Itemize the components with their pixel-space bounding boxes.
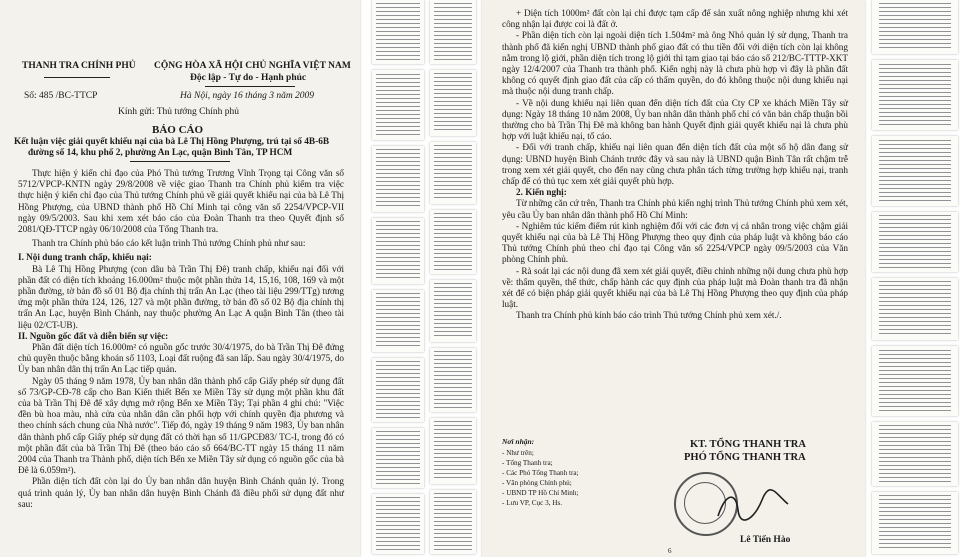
page-thumbnail[interactable] [372, 494, 424, 554]
national-motto: Độc lập - Tự do - Hạnh phúc [190, 73, 307, 83]
signature-title-2: PHÓ TỔNG THANH TRA [684, 452, 806, 463]
recipient-item: - Các Phó Tổng Thanh tra; [502, 469, 579, 477]
report-page-1 [0, 0, 360, 557]
page-thumbnail[interactable] [372, 218, 424, 284]
page-thumbnail[interactable] [430, 348, 476, 412]
intro-paragraph [18, 168, 344, 510]
recipient-item: - Tổng Thanh tra; [502, 459, 553, 467]
bullet-4-text: - Đối với tranh chấp, khiếu nại liên quan đến diện tích đất của một số hộ dân đang sử dụng: UBND huyện Bình Chánh trước đây và sau này là UBND quận Bình Tân rất chậm trễ trong xem xét giải quyết, cho đến nay cũng chưa phân tách từng trường hợp khiếu nại, tranh chấp để có thủ tục xem xét giải quyết phù hợp. [502, 142, 848, 187]
report-title: BÁO CÁO [152, 124, 204, 136]
bullet-2-text: - Phần diện tích còn lại ngoài diện tích 1.504m² mà ông Nhỏ quản lý sử dụng, Thanh tra thành phố đã kiến nghị UBND thành phố giao đất có thu tiền đối với diện tích còn lại không nằm trong lộ giới, phần diện tích trong lộ giới thì tạm giao tại báo cáo số 212/BC-TTTP-XKT ngày 12/4/2007 của Thanh tra thành phố. Kiến nghị này là chưa phù hợp vì đây là phần đất không có quyết định giao đất của cấp có thẩm quyền, do đó không thuộc nội dung khiếu nại mà thuộc nội dung tranh chấp. [502, 30, 848, 97]
signature-title-1: KT. TỔNG THANH TRA [690, 439, 806, 450]
page-thumbnail[interactable] [372, 290, 424, 352]
recommendation-2: - Rà soát lại các nội dung đã xem xét giải quyết, điều chỉnh những nội dung chưa phù hợp về: thẩm quyền, thể thức, chấp hành các quy định của pháp luật mà Đoàn thanh tra đã nhận xét để có biện pháp giải quyết khiếu nại của bà Lê Thị Hồng Phượng theo quy định của pháp luật. [502, 265, 848, 310]
page-thumbnail[interactable] [872, 422, 958, 486]
page-thumbnail[interactable] [430, 142, 476, 204]
document-number: Số: 485 /BC-TTCP [24, 91, 98, 101]
signer-name: Lê Tiến Hào [740, 535, 791, 545]
section-heading-2: II. Nguồn gốc đất và diễn biến sự việc: [18, 330, 169, 341]
recipient-item: - Lưu VP, Cục 3, Hs. [502, 499, 563, 507]
page-thumbnail[interactable] [872, 136, 958, 206]
section-2c-text: Phần diện tích đất còn lại do Ủy ban nhân dân huyện Bình Chánh quản lý. Trong quá trình quản lý, Ủy ban nhân dân huyện Bình Chánh đã điều phối sử dụng đất như sau: [18, 476, 344, 509]
subtitle-underline [130, 161, 230, 162]
report-subtitle-1: Kết luận việc giải quyết khiếu nại của bà Lê Thị Hồng Phượng, trú tại số 4B-6B [14, 137, 330, 147]
page-thumbnail[interactable] [872, 492, 958, 554]
page-thumbnail[interactable] [372, 70, 424, 140]
issuing-agency: THANH TRA CHÍNH PHỦ [22, 61, 136, 71]
motto-underline [205, 86, 295, 87]
recipients-label: Nơi nhận: [502, 437, 535, 446]
section-2b-text: Ngày 05 tháng 9 năm 1978, Ủy ban nhân dân thành phố cấp Giấy phép sử dụng đất số 73/GP-CĐ-78 cấp cho Ban Kiến thiết Bến xe Miền Tây sử dụng một phần khu đất của bà Trần Thị Đê để xây dựng mở rộng Bến xe Miền Tây; Tại phần 4 ghi chú: "Việc đền bù hoa màu, nhà cửa của nhân dân cần phối hợp với chính quyền địa phương và theo chính sách chung của Nhà nước". Tiếp đó, ngày 19 tháng 9 năm 1983, Ủy ban nhân dân thành phố cấp Giấy phép sử dụng đất có thời hạn số 11/GPCĐ83/ TC-I, trong đó có một phần đất của bà Trần Thị Đê (theo báo cáo số 664/BC-TT ngày 15 tháng 11 năm 2004 của Thanh tra Thành phố, diện tích Bến xe Miền Tây sử dụng có nguồn gốc của bà Đê là 6.059m²). [18, 375, 344, 476]
page-number: 6 [668, 547, 672, 555]
recommendation-1: - Nghiêm túc kiểm điểm rút kinh nghiệm đối với các đơn vị cá nhân trong việc chậm giải quyết khiếu nại của bà Lê Thị Hồng Phượng theo quy định của pháp luật và không báo cáo Thủ tướng Chính phủ theo chỉ đạo tại Công văn số 2254/VPCP ngày 09/5/2003 của Văn phòng Chính phủ. [502, 220, 848, 265]
page-thumbnail[interactable] [872, 346, 958, 416]
page-thumbnail[interactable] [430, 280, 476, 342]
recommendation-heading: 2. Kiến nghị: [516, 187, 567, 198]
page-thumbnail[interactable] [372, 146, 424, 212]
page-thumbnail[interactable] [372, 428, 424, 488]
page-thumbnail[interactable] [430, 210, 476, 274]
bullet-1-text: + Diện tích 1000m² đất còn lại chỉ được tạm cấp để sản xuất nông nghiệp nhưng khi xét công nhận lại được coi là đất ở. [502, 8, 848, 30]
report-subtitle-2: đường số 14, khu phố 2, phường An Lạc, quận Bình Tân, TP HCM [28, 148, 293, 158]
page-thumbnail[interactable] [872, 278, 958, 340]
recipient-item: - Văn phòng Chính phủ; [502, 479, 572, 487]
recipient-line: Kính gửi: Thủ tướng Chính phủ [118, 107, 239, 117]
section-2a-text: Phần đất diện tích 16.000m² có nguồn gốc trước 30/4/1975, do bà Trần Thị Đê đứng chủ quyền thuộc bằng khoán số 1103, Loại đất ruộng đã san lấp. Sau ngày 30/4/1975, do Ủy ban nhân dân thị trấn An Lạc tiếp quản. [18, 342, 345, 375]
agency-underline [44, 77, 110, 78]
recommendation-intro: Từ những căn cứ trên, Thanh tra Chính phủ kiến nghị trình Thủ tướng Chính phủ xem xét, yêu cầu Ủy ban nhân dân thành phố Hồ Chí Minh: [502, 198, 848, 220]
report-line: Thanh tra Chính phủ báo cáo kết luận trình Thủ tướng Chính phủ như sau: [32, 238, 306, 249]
page-thumbnail[interactable] [430, 418, 476, 484]
page-6-body [502, 8, 848, 322]
page-thumbnail[interactable] [372, 358, 424, 422]
section-1-text: Bà Lê Thị Hồng Phượng (con dâu bà Trần Thị Đê) tranh chấp, khiếu nại đối với phần đất có diện tích khoảng 16.000m² thuộc một phần thửa 14, 15,16, 108, 169 và một phần đường, tờ bản đồ số 01 Bộ địa chính thị trấn An Lạc (theo tài liệu 299/TTg) tương ứng một phần thửa 124, 126, 127 và một phần đường, tờ bản đồ số 02 Bộ địa chính thị trấn An Lạc, huyện Bình Chánh, nay thuộc phường An Lạc A quận Bình Tân (theo tài liệu 02/CT-UB). [18, 263, 344, 330]
page-thumbnail[interactable] [872, 212, 958, 272]
page-thumbnail[interactable] [430, 0, 476, 64]
intro-text: Thực hiện ý kiến chỉ đạo của Phó Thủ tướng Trương Vĩnh Trọng tại Công văn số 5712/VPCP-KNTN ngày 29/8/2008 về việc giao Thanh tra Chính phủ kiểm tra việc thực hiện ý kiến chỉ đạo của Thủ tướng Chính phủ về giải quyết khiếu nại của bà Lê Thị Hồng Phượng, của UBND thành phố Hồ Chí Minh tại công văn số 2254/VPCP-VII ngày 09/5/2003. Sau khi xem xét báo cáo của Đoàn Thanh tra theo Quyết định số 2081/QĐ-TTCP ngày 06/10/2008 của Tổng Thanh tra. [18, 168, 344, 235]
page-thumbnail[interactable] [372, 0, 424, 64]
recipient-item: - Như trên; [502, 449, 534, 457]
recipients-list [502, 448, 579, 508]
page-thumbnail[interactable] [430, 70, 476, 136]
report-page-6 [482, 0, 865, 557]
recipient-item: - UBND TP Hồ Chí Minh; [502, 489, 579, 497]
section-heading-1: I. Nội dung tranh chấp, khiếu nại: [18, 252, 152, 263]
page-thumbnail[interactable] [872, 60, 958, 130]
page-thumbnail[interactable] [430, 490, 476, 554]
document-date: Hà Nội, ngày 16 tháng 3 năm 2009 [180, 91, 315, 101]
national-title: CỘNG HÒA XÃ HỘI CHỦ NGHĨA VIỆT NAM [154, 61, 351, 71]
closing-line: Thanh tra Chính phủ kính báo cáo trình Thủ tướng Chính phủ xem xét./. [516, 310, 782, 321]
signature-icon [714, 486, 794, 526]
bullet-3-text: - Về nội dung khiếu nại liên quan đến diện tích đất của Cty CP xe khách Miền Tây sử dụng: Ngày 18 tháng 10 năm 2008, Ủy ban nhân dân thành phố chỉ có văn bản chấp thuận bồi thường cho bà Trần Thị Đê mà không ban hành Quyết định giải quyết khiếu nại là chưa phù hợp với luật khiếu nại, tố cáo. [502, 97, 848, 142]
page-thumbnail[interactable] [872, 0, 958, 54]
